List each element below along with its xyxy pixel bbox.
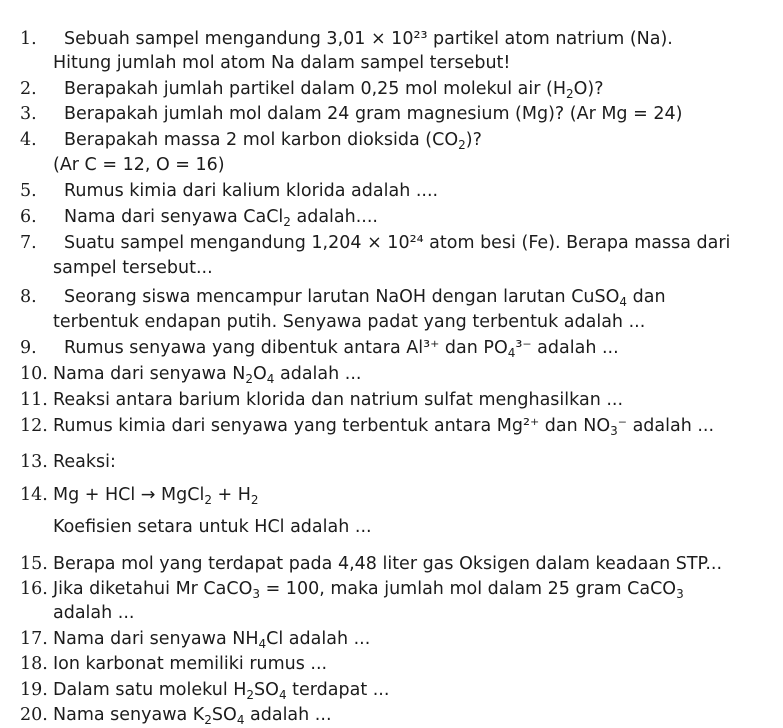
- question-text: Koefisien setara untuk HCl adalah ...: [53, 517, 372, 537]
- question-number: 15.: [20, 554, 48, 574]
- question-number: 12.: [20, 416, 48, 436]
- question-text: Sebuah sampel mengandung 3,01 × 10²³ partikel atom natrium (Na).: [64, 29, 673, 49]
- question-text: Nama dari senyawa $NH_4Cl$ adalah ...: [53, 629, 371, 651]
- question-text: Rumus senyawa yang dibentuk antara Al³⁺ dan $PO_4^{3-}$ adalah ...: [64, 338, 619, 360]
- question-text: Reaksi:: [53, 452, 116, 472]
- question-text: Berapakah jumlah mol dalam 24 gram magnesium (Mg)? (Ar Mg = 24): [64, 104, 683, 124]
- question-text: Seorang siswa mencampur larutan NaOH dengan larutan CuSO$_4$ dan: [64, 287, 666, 309]
- question-text: Dalam satu molekul $H_2SO_4$ terdapat ...: [53, 680, 390, 702]
- question-number: 5.: [20, 181, 37, 201]
- question-text: Hitung jumlah mol atom Na dalam sampel tersebut!: [53, 53, 511, 73]
- question-text: Reaksi antara barium klorida dan natrium sulfat menghasilkan ...: [53, 390, 624, 410]
- question-text: Rumus kimia dari kalium klorida adalah ....: [64, 181, 439, 201]
- question-number: 8.: [20, 287, 37, 307]
- question-number: 14.: [20, 485, 48, 505]
- question-number: 6.: [20, 207, 37, 227]
- question-text: Rumus kimia dari senyawa yang terbentuk antara Mg²⁺ dan $NO_3^-$ adalah ...: [53, 416, 715, 438]
- question-number: 19.: [20, 680, 48, 700]
- question-number: 1.: [20, 29, 37, 49]
- question-text: sampel tersebut...: [53, 258, 213, 278]
- reaction-equation: Mg + HCl → MgCl$_2$ + $H_2$: [53, 485, 259, 507]
- question-number: 9.: [20, 338, 37, 358]
- question-text: Nama dari senyawa $N_2O_4$ adalah ...: [53, 364, 362, 386]
- question-number: 17.: [20, 629, 48, 649]
- question-number: 20.: [20, 705, 48, 725]
- question-text: (Ar C = 12, O = 16): [53, 155, 225, 175]
- question-number: 4.: [20, 130, 37, 150]
- question-text: Nama senyawa $K_2SO_4$ adalah ...: [53, 705, 332, 727]
- question-text: Berapakah massa 2 mol karbon dioksida $(CO_2)$?: [64, 130, 482, 152]
- question-number: 2.: [20, 79, 37, 99]
- question-number: 16.: [20, 579, 48, 599]
- question-number: 18.: [20, 654, 48, 674]
- question-number: 7.: [20, 233, 37, 253]
- question-text: Jika diketahui Mr CaCO$_3$ = 100, maka jumlah mol dalam 25 gram CaCO$_3$: [53, 579, 684, 601]
- question-text: terbentuk endapan putih. Senyawa padat yang terbentuk adalah ...: [53, 312, 646, 332]
- question-text: Suatu sampel mengandung 1,204 × 10²⁴ atom besi (Fe). Berapa massa dari: [64, 233, 731, 253]
- question-number: 3.: [20, 104, 37, 124]
- question-number: 13.: [20, 452, 48, 472]
- question-text: Berapakah jumlah partikel dalam 0,25 mol molekul air $(H_2O)$?: [64, 79, 604, 101]
- question-number: 10.: [20, 364, 48, 384]
- question-text: adalah ...: [53, 603, 135, 623]
- question-number: 11.: [20, 390, 48, 410]
- question-text: Nama dari senyawa CaCl$_2$ adalah....: [64, 207, 378, 229]
- question-text: Ion karbonat memiliki rumus ...: [53, 654, 328, 674]
- question-text: Berapa mol yang terdapat pada 4,48 liter gas Oksigen dalam keadaan STP...: [53, 554, 723, 574]
